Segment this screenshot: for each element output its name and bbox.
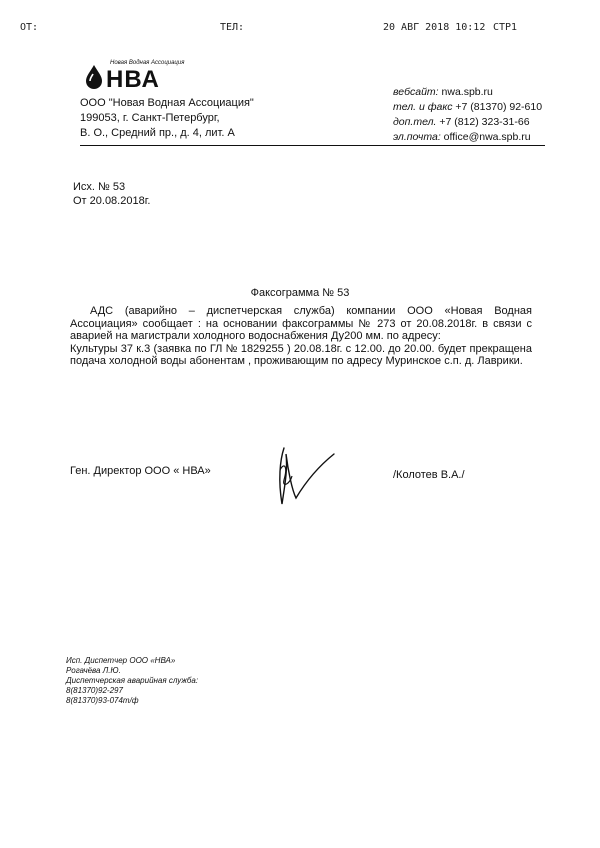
body-paragraph-2: Культуры 37 к.3 (заявка по ГЛ № 1829255 ) 20.08.18г. с 12.00. до 20.00. будет прекращена подача холодной воды абонентам , проживающим по адресу Муринское с.п. д. Лаврики.	[70, 342, 532, 367]
fax-datetime: 20 АВГ 2018 10:12	[383, 22, 486, 33]
fax-tel-label: ТЕЛ:	[220, 22, 245, 33]
footer-line-1: Исп. Диспетчер ООО «НВА»	[66, 656, 176, 665]
fax-from-label: ОТ:	[20, 22, 39, 33]
signatory-name: /Колотев В.А./	[393, 469, 465, 481]
company-logo	[80, 58, 220, 92]
ext-phone-label: доп.тел.	[393, 116, 437, 128]
fax-transmission-header	[0, 22, 600, 38]
outgoing-date: От 20.08.2018г.	[73, 195, 151, 207]
body-paragraph-1: АДС (аварийно – диспетчерская служба) компании ООО «Новая Водная Ассоциация» сообщает : на основании факсограммы № 273 от 20.08.2018г. в связи с аварией на магистрали холодного водоснабжения Ду200 мм. по адресу:	[70, 305, 532, 342]
ext-phone-row	[393, 115, 542, 130]
org-address-line1: 199053, г. Санкт-Петербург,	[80, 112, 220, 124]
phone-fax-row	[393, 100, 542, 115]
footer-line-4: 8(81370)92-297	[66, 686, 123, 695]
contact-details	[393, 85, 542, 145]
org-details	[80, 96, 254, 141]
fax-page-number: СТР1	[493, 22, 518, 33]
phone-fax-label: тел. и факс	[393, 101, 453, 113]
email-row	[393, 130, 542, 145]
water-drop-logo-icon	[84, 64, 104, 90]
website-label: вебсайт:	[393, 86, 439, 98]
ext-phone-value: +7 (812) 323-31-66	[439, 116, 530, 128]
document-body	[70, 305, 532, 368]
website-value: nwa.spb.ru	[441, 86, 493, 98]
footer-line-3: Диспетчерская аварийная служба:	[66, 676, 199, 685]
outgoing-number: Исх. № 53	[73, 181, 126, 193]
org-name: ООО "Новая Водная Ассоциация"	[80, 97, 254, 109]
handwritten-signature-icon	[270, 440, 350, 510]
signatory-role: Ген. Директор ООО « НВА»	[70, 465, 211, 477]
executor-footer	[66, 656, 198, 706]
phone-fax-value: +7 (81370) 92-610	[455, 101, 543, 113]
logo-caption: Новая Водная Ассоциация	[110, 60, 185, 66]
footer-line-2: Рогачёва Л.Ю.	[66, 666, 121, 675]
org-address-line2: В. О., Средний пр., д. 4, лит. А	[80, 127, 235, 139]
email-label: эл.почта:	[393, 131, 441, 143]
outgoing-reference	[73, 180, 150, 208]
website-row	[393, 85, 542, 100]
letterhead-divider	[80, 145, 545, 146]
document-title: Факсограмма № 53	[250, 287, 350, 299]
footer-line-5: 8(81370)93-074т/ф	[66, 696, 139, 705]
logo-text: НВА	[106, 66, 160, 93]
email-value: office@nwa.spb.ru	[443, 131, 531, 143]
